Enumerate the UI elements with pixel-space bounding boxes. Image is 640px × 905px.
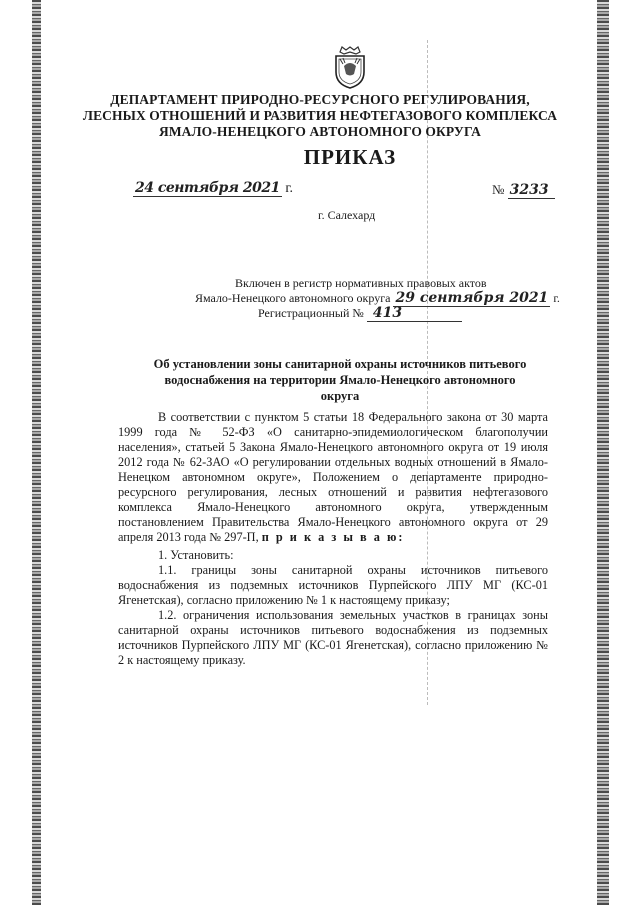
order-date — [133, 180, 293, 197]
registry-line-2 — [195, 290, 560, 306]
city: г. Салехард — [318, 208, 376, 222]
order-date-suffix: г. — [285, 181, 294, 196]
department-header-line-2: ЛЕСНЫХ ОТНОШЕНИЙ И РАЗВИТИЯ НЕФТЕГАЗОВОГО КОМПЛЕКСА — [82, 108, 558, 123]
registry-number-handwritten: 413 — [367, 305, 462, 322]
order-number-prefix: № — [492, 182, 505, 197]
scan-edge-right — [597, 0, 609, 905]
registry-line-2-prefix: Ямало-Ненецкого автономного округа — [195, 291, 391, 305]
yamal-emblem-icon — [330, 44, 370, 90]
scan-edge-left — [32, 0, 41, 905]
order-date-handwritten: 24 сентября 2021 — [135, 180, 280, 196]
item-1-1: 1.1. границы зоны санитарной охраны источников питьевого водоснабжения из подземных источников Пурпейского ЛПУ МГ (КС-01 Ягенетская), согласно приложению № 1 к настоящему приказу; — [118, 563, 548, 607]
registry-line-1: Включен в регистр нормативных правовых актов — [235, 276, 487, 290]
order-subject-line-1: Об установлении зоны санитарной охраны источников питьевого — [153, 357, 527, 371]
registry-line-3 — [258, 305, 462, 321]
order-number — [492, 182, 555, 198]
department-header-line-1: ДЕПАРТАМЕНТ ПРИРОДНО-РЕСУРСНОГО РЕГУЛИРОВАНИЯ, — [110, 92, 530, 107]
preamble-paragraph — [118, 410, 548, 545]
registry-number-prefix: Регистрационный № — [258, 306, 364, 320]
department-header-line-3: ЯМАЛО-НЕНЕЦКОГО АВТОНОМНОГО ОКРУГА — [158, 124, 482, 139]
order-subject — [150, 356, 530, 404]
registry-date-handwritten: 29 сентября 2021 — [395, 290, 549, 306]
preamble-text: В соответствии с пунктом 5 статьи 18 Федерального закона от 30 марта 1999 года № 52-ФЗ «О санитарно-эпидемиологическом благополучии населения», статьей 5 Закона Ямало-Ненецкого автономного округа от 19 июля 2012 года № 62-ЗАО «О регулировании отдельных водных отношений в Ямало-Ненецком автономном округе», Положением о департаменте природно-ресурсного регулирования, лесных отношений и развития нефтегазового комплекса Ямало-Ненецкого автономного округа, утвержденным постановлением Правительства Ямало-Ненецкого автономного округа от 29 апреля 2013 года № 297-П, — [118, 410, 548, 544]
registry-date-suffix: г. — [553, 291, 560, 305]
item-1: 1. Установить: — [158, 548, 234, 562]
item-1-2: 1.2. ограничения использования земельных участков в границах зоны санитарной охраны источников питьевого водоснабжения из подземных источников Пурпейского ЛПУ МГ (КС-01 Ягенетская), согласно приложению № 2 к настоящему приказу. — [118, 608, 548, 667]
document-title: ПРИКАЗ — [303, 145, 397, 169]
prikazyvayu: п р и к а з ы в а ю: — [261, 530, 405, 544]
order-subject-line-2: водоснабжения на территории Ямало-Ненецкого автономного округа — [164, 373, 516, 403]
order-number-handwritten: 3233 — [508, 182, 555, 199]
